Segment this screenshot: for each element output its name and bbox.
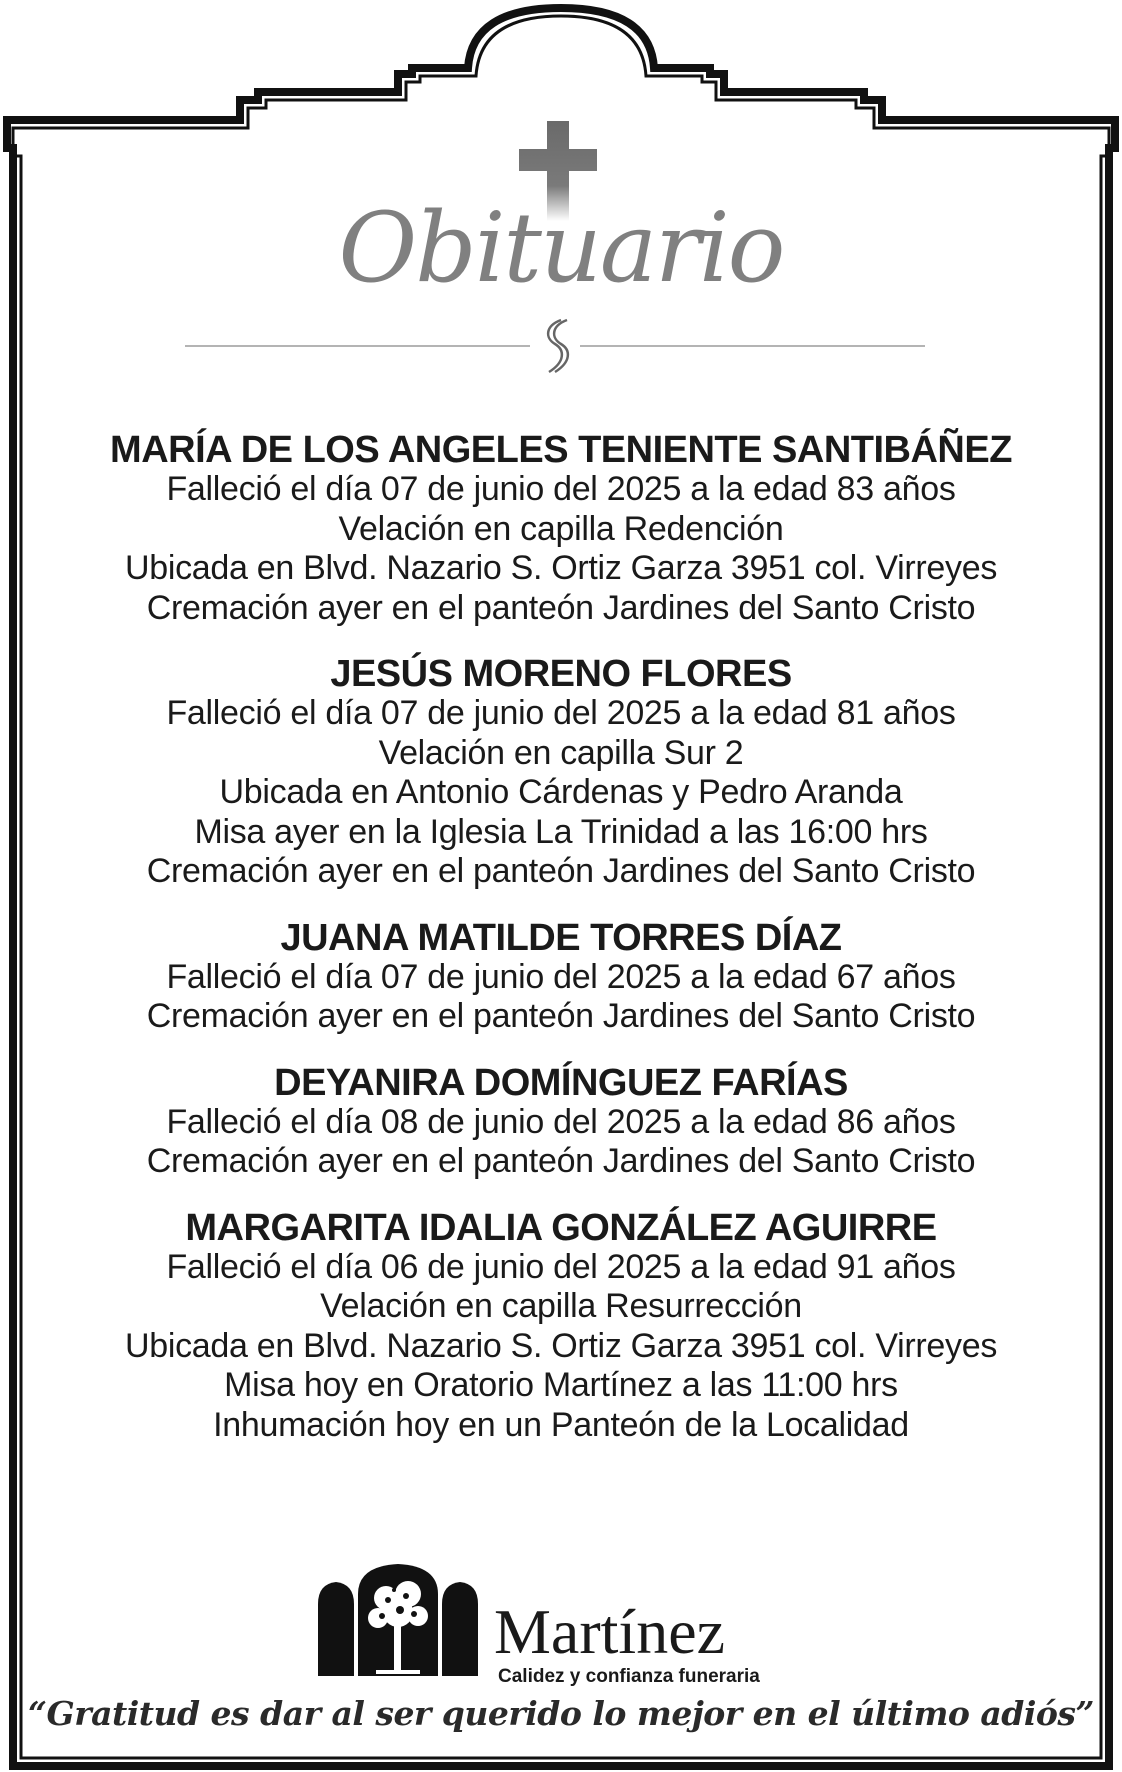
obituary-detail-line: Falleció el día 07 de junio del 2025 a la edad 83 años bbox=[166, 470, 956, 508]
deceased-name: MARÍA DE LOS ANGELES TENIENTE SANTIBÁÑEZ bbox=[110, 429, 1012, 471]
obituary-detail-line: Cremación ayer en el panteón Jardines del Santo Cristo bbox=[146, 1142, 976, 1180]
obituary-detail-line: Velación en capilla Redención bbox=[338, 509, 784, 548]
obituary-detail-line: Falleció el día 07 de junio del 2025 a la edad 81 años bbox=[166, 694, 956, 732]
flourish-icon bbox=[185, 316, 925, 376]
brand-tagline: Calidez y confianza funeraria bbox=[498, 1666, 760, 1687]
obituary-detail-line: Inhumación hoy en un Panteón de la Localidad bbox=[213, 1405, 909, 1444]
obituary-detail-line: Ubicada en Antonio Cárdenas y Pedro Aranda bbox=[219, 773, 903, 811]
obituary-entry bbox=[40, 1063, 1082, 1182]
obituary-detail-line: Ubicada en Blvd. Nazario S. Ortiz Garza 3951 col. Virreyes bbox=[124, 549, 998, 587]
obituary-entry bbox=[40, 1208, 1082, 1446]
deceased-name: JUANA MATILDE TORRES DÍAZ bbox=[280, 916, 842, 959]
obituary-detail-line: Velación en capilla Sur 2 bbox=[378, 733, 744, 772]
deceased-name: DEYANIRA DOMÍNGUEZ FARÍAS bbox=[274, 1061, 848, 1104]
obituary-detail-line: Cremación ayer en el panteón Jardines del Santo Cristo bbox=[146, 588, 976, 627]
obituary-detail-line: Ubicada en Blvd. Nazario S. Ortiz Garza 3951 col. Virreyes bbox=[124, 1326, 998, 1365]
brand-name: Martínez bbox=[494, 1596, 725, 1667]
chapel-tree-logo bbox=[316, 1564, 480, 1676]
obituary-entry bbox=[40, 654, 1082, 892]
obituary-list bbox=[40, 430, 1082, 1471]
obituary-detail-line: Cremación ayer en el panteón Jardines del Santo Cristo bbox=[146, 852, 976, 890]
obituary-detail-line: Misa ayer en la Iglesia La Trinidad a las 16:00 hrs bbox=[194, 812, 928, 851]
obituary-detail-line: Falleció el día 06 de junio del 2025 a la edad 91 años bbox=[166, 1247, 956, 1286]
obituary-detail-line: Falleció el día 08 de junio del 2025 a la edad 86 años bbox=[166, 1102, 956, 1141]
deceased-name: JESÚS MORENO FLORES bbox=[330, 653, 792, 695]
deceased-name: MARGARITA IDALIA GONZÁLEZ AGUIRRE bbox=[185, 1206, 937, 1249]
obituary-detail-line: Falleció el día 07 de junio del 2025 a la edad 67 años bbox=[166, 957, 956, 996]
obituary-detail-line: Misa hoy en Oratorio Martínez a las 11:00 hrs bbox=[224, 1366, 898, 1404]
obituary-entry bbox=[40, 430, 1082, 628]
motto: “Gratitud es dar al ser querido lo mejor en el último adiós” bbox=[28, 1694, 1094, 1733]
page-title: Obituario bbox=[338, 192, 784, 304]
obituary-detail-line: Cremación ayer en el panteón Jardines del Santo Cristo bbox=[146, 997, 976, 1035]
obituary-detail-line: Velación en capilla Resurrección bbox=[320, 1287, 802, 1325]
obituary-entry bbox=[40, 918, 1082, 1037]
